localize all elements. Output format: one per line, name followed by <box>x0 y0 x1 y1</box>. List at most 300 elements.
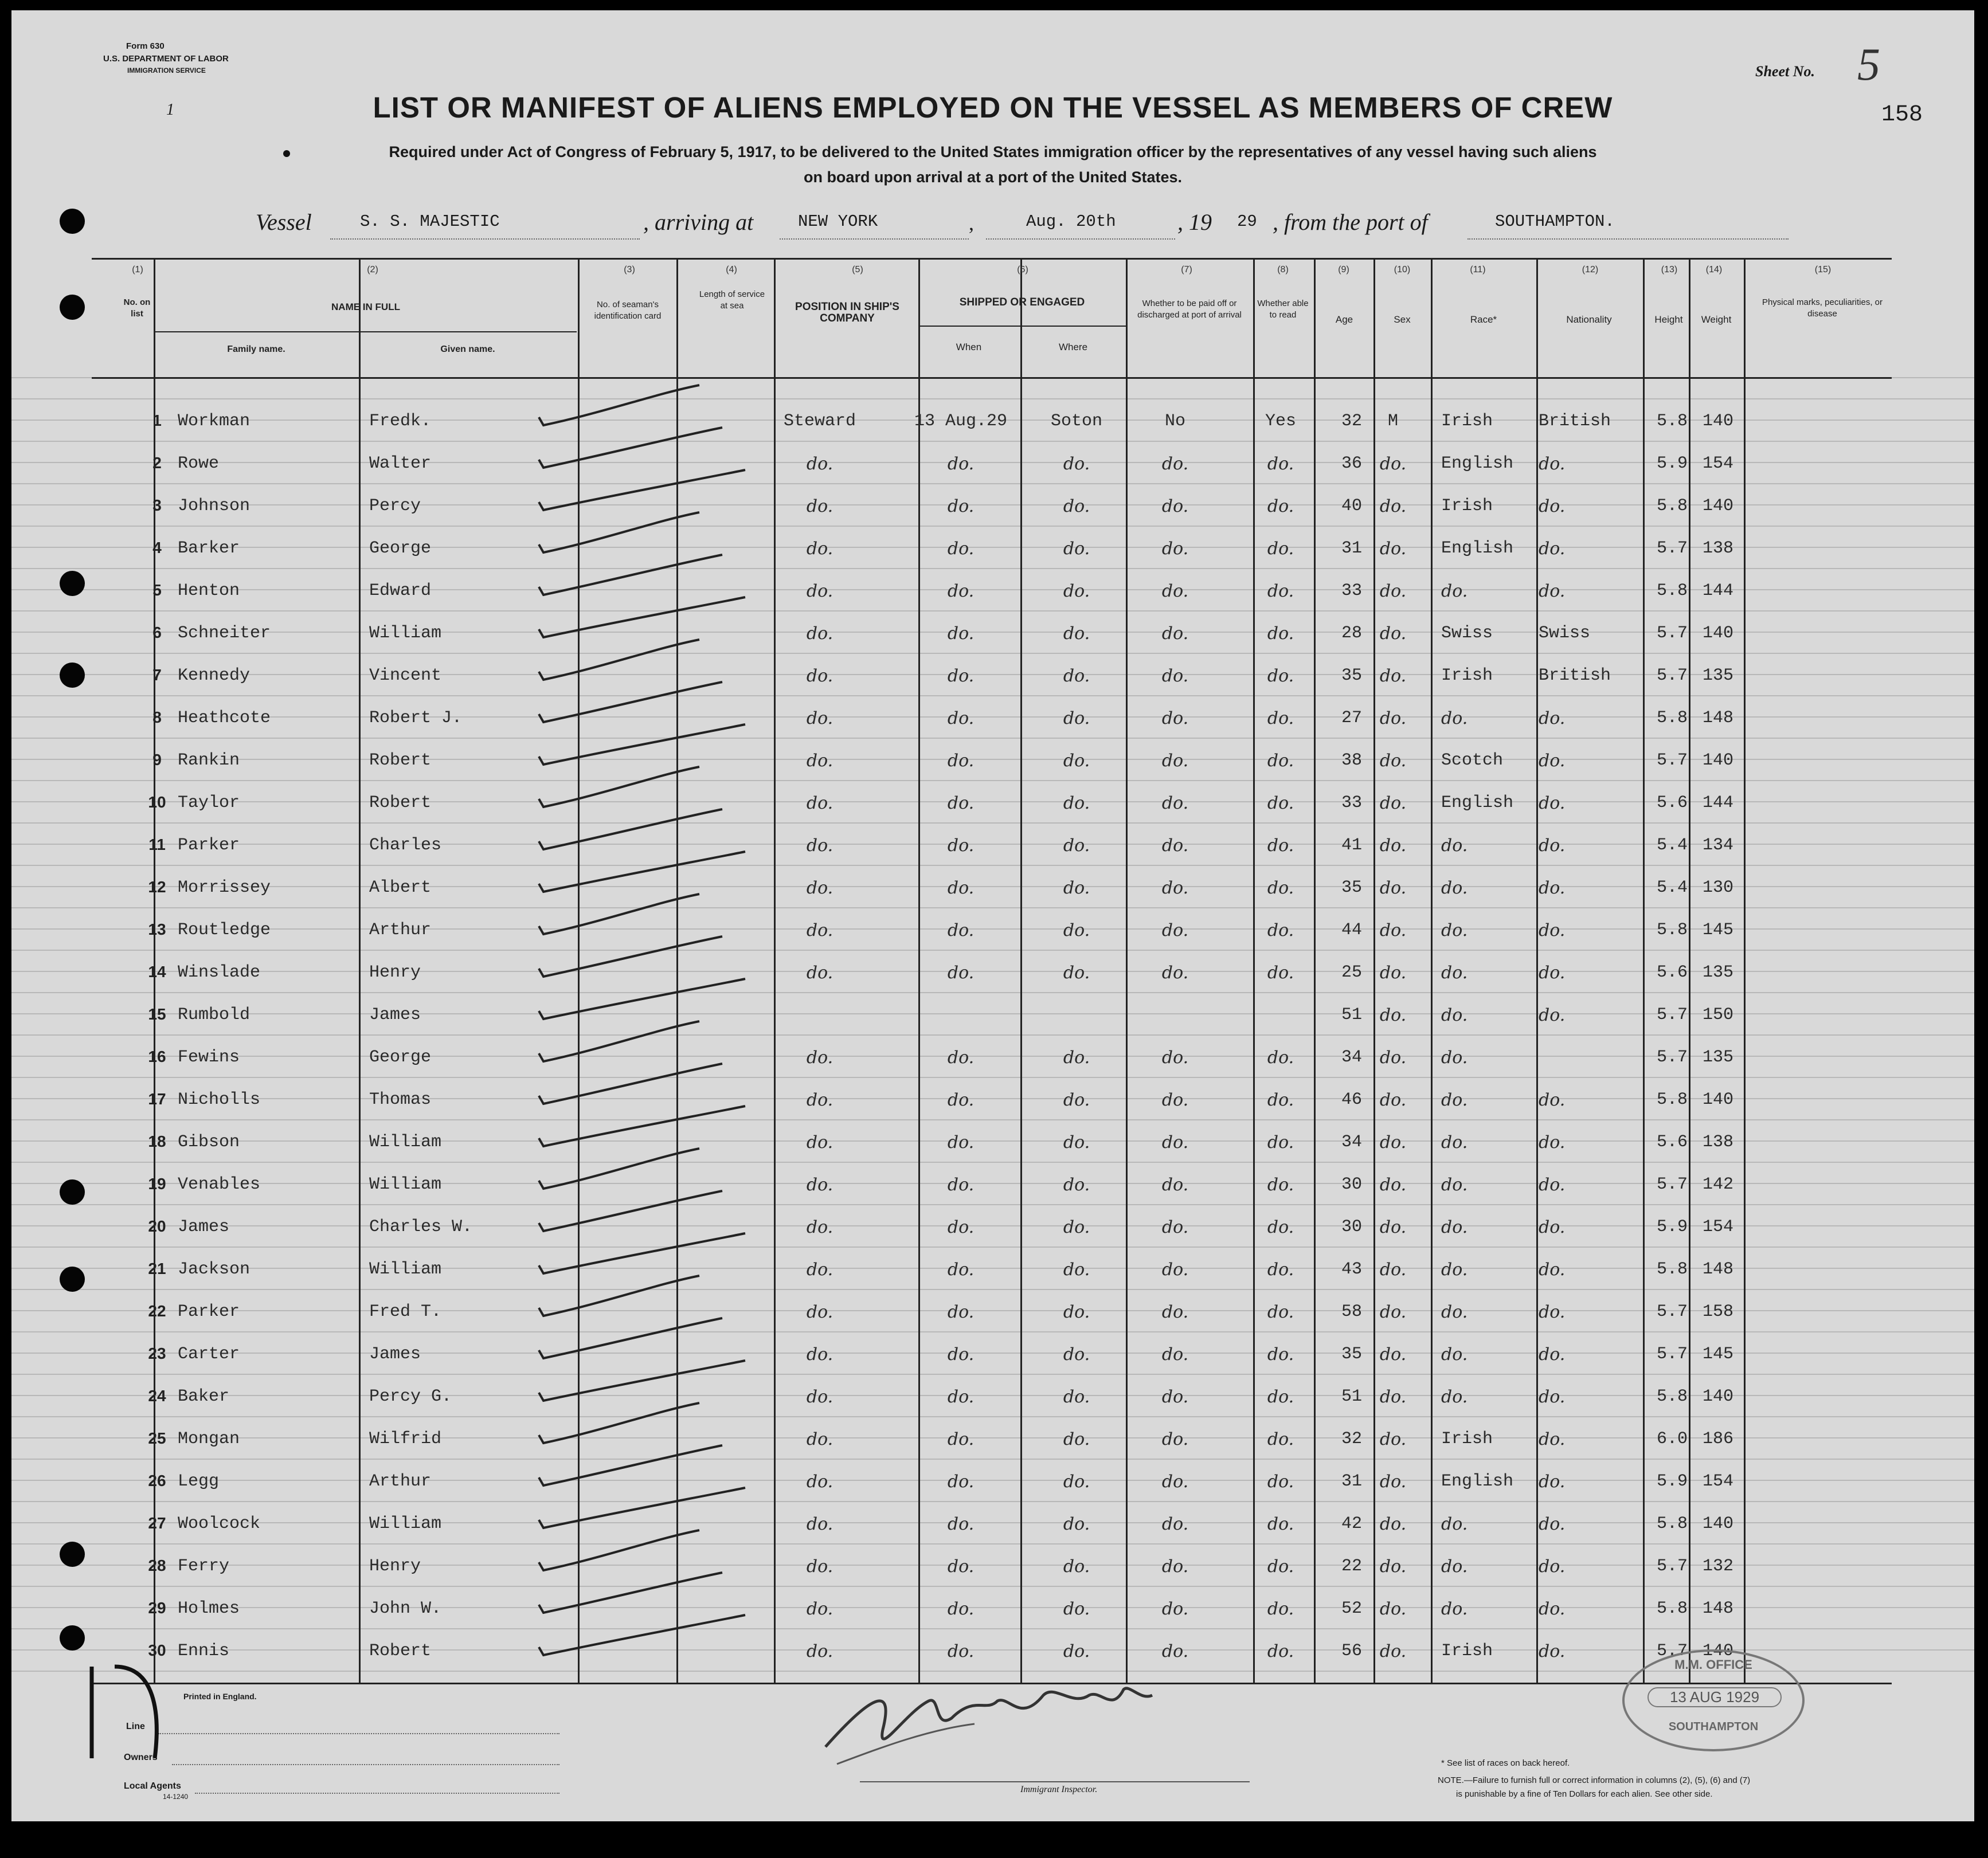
cell-nationality: do. <box>1539 1260 1566 1280</box>
cell-no: 2 <box>152 454 162 472</box>
cell-age: 27 <box>1341 708 1363 728</box>
cell-sex: do. <box>1379 1387 1407 1407</box>
underline <box>1467 238 1789 240</box>
cell-sex: do. <box>1379 1260 1407 1280</box>
cell-age: 31 <box>1341 1472 1363 1491</box>
cell-family: Venables <box>178 1175 261 1194</box>
cell-family: Workman <box>178 411 251 431</box>
cell-race: English <box>1441 454 1514 473</box>
cell-when: do. <box>947 1472 975 1492</box>
cell-race: Irish <box>1441 496 1493 516</box>
cell-no: 25 <box>148 1429 166 1447</box>
cell-read: do. <box>1267 1514 1294 1534</box>
cell-sex: do. <box>1379 1344 1407 1365</box>
cell-weight: 135 <box>1703 963 1734 982</box>
cell-given: James <box>369 1344 421 1364</box>
cell-family: Johnson <box>178 496 251 516</box>
cell-age: 35 <box>1341 1344 1363 1364</box>
cell-no: 18 <box>148 1132 166 1150</box>
cell-position: do. <box>806 878 833 898</box>
cell-when: do. <box>947 539 975 559</box>
cell-race: Swiss <box>1441 624 1493 643</box>
cell-read: do. <box>1267 1302 1294 1322</box>
cell-age: 22 <box>1341 1557 1363 1576</box>
underline <box>172 1764 559 1765</box>
cell-position: do. <box>806 666 833 686</box>
cell-read: do. <box>1267 1260 1294 1280</box>
cell-no: 12 <box>148 878 166 896</box>
cell-paid: do. <box>1161 1132 1189 1153</box>
cell-when: do. <box>947 1260 975 1280</box>
line-label: Line <box>126 1722 145 1731</box>
cell-sex: M <box>1387 411 1399 431</box>
cell-height: 5.9 <box>1657 1217 1688 1237</box>
column-rule <box>1643 258 1645 1684</box>
cell-where: do. <box>1063 1387 1090 1407</box>
cell-no: 15 <box>148 1005 166 1023</box>
cell-when: 13 Aug.29 <box>914 411 1008 431</box>
cell-age: 30 <box>1341 1175 1363 1194</box>
cell-position: do. <box>806 624 833 644</box>
col6-number: (6) <box>1017 265 1028 275</box>
cell-weight: 150 <box>1703 1005 1734 1025</box>
cell-where: do. <box>1063 1217 1090 1237</box>
cell-weight: 148 <box>1703 708 1734 728</box>
ruled-line <box>11 695 1974 696</box>
cell-when: do. <box>947 454 975 474</box>
cell-race: do. <box>1441 836 1468 856</box>
col6-header: SHIPPED OR ENGAGED <box>959 296 1085 308</box>
cell-when: do. <box>947 496 975 516</box>
cell-given: Percy <box>369 496 421 516</box>
cell-read: do. <box>1267 1132 1294 1153</box>
cell-position: Steward <box>783 411 856 431</box>
cell-nationality: do. <box>1539 454 1566 474</box>
ruled-line <box>11 1586 1974 1587</box>
cell-when: do. <box>947 624 975 644</box>
cell-sex: do. <box>1379 793 1407 813</box>
cell-no: 17 <box>148 1090 166 1108</box>
cell-paid: do. <box>1161 454 1189 474</box>
cell-nationality: British <box>1539 411 1611 431</box>
cell-read: do. <box>1267 751 1294 771</box>
column-rule <box>676 258 678 1684</box>
cell-age: 32 <box>1341 411 1363 431</box>
cell-weight: 134 <box>1703 836 1734 855</box>
cell-position: do. <box>806 708 833 728</box>
cell-read: do. <box>1267 920 1294 940</box>
cell-race: do. <box>1441 878 1468 898</box>
cell-family: Carter <box>178 1344 240 1364</box>
cell-weight: 186 <box>1703 1429 1734 1449</box>
cell-nationality: Swiss <box>1539 624 1591 643</box>
cell-read: do. <box>1267 1175 1294 1195</box>
cell-weight: 144 <box>1703 793 1734 813</box>
cell-sex: do. <box>1379 751 1407 771</box>
cell-where: do. <box>1063 1599 1090 1619</box>
cell-given: Wilfrid <box>369 1429 442 1449</box>
cell-given: Fred T. <box>369 1302 442 1322</box>
underline <box>195 1793 559 1794</box>
punch-hole <box>60 663 85 688</box>
cell-age: 46 <box>1341 1090 1363 1110</box>
cell-family: Parker <box>178 836 240 855</box>
cell-height: 5.8 <box>1657 1514 1688 1534</box>
cell-nationality: do. <box>1539 1217 1566 1237</box>
cell-nationality: do. <box>1539 496 1566 516</box>
cell-given: Vincent <box>369 666 442 685</box>
ruled-line <box>11 1077 1974 1078</box>
cell-nationality: British <box>1539 666 1611 685</box>
col13-header: Height <box>1654 314 1683 325</box>
cell-position: do. <box>806 751 833 771</box>
underline <box>780 238 969 240</box>
card-check-marks <box>11 10 1974 1821</box>
cell-weight: 140 <box>1703 624 1734 643</box>
cell-weight: 144 <box>1703 581 1734 601</box>
cell-age: 35 <box>1341 666 1363 685</box>
ruled-line <box>11 780 1974 781</box>
subtitle-line-1: Required under Act of Congress of February 5, 1917, to be delivered to the United States immigration officer by the representatives of any vessel having such aliens <box>389 143 1597 160</box>
cell-where: do. <box>1063 1260 1090 1280</box>
cell-race: do. <box>1441 1557 1468 1577</box>
cell-position: do. <box>806 920 833 940</box>
cell-paid: do. <box>1161 1472 1189 1492</box>
cell-nationality: do. <box>1539 1429 1566 1449</box>
cell-given: Robert <box>369 1641 432 1661</box>
corner-mark: 1 <box>166 101 174 119</box>
stamp-bottom: SOUTHAMPTON <box>1668 1720 1759 1733</box>
ruled-line <box>11 1162 1974 1163</box>
cell-read: do. <box>1267 454 1294 474</box>
cell-given: Henry <box>369 1557 421 1576</box>
cell-sex: do. <box>1379 1090 1407 1110</box>
cell-nationality: do. <box>1539 539 1566 559</box>
cell-height: 5.7 <box>1657 1641 1688 1661</box>
cell-no: 30 <box>148 1641 166 1659</box>
cell-nationality: do. <box>1539 751 1566 771</box>
cell-age: 28 <box>1341 624 1363 643</box>
cell-family: Ennis <box>178 1641 230 1661</box>
form-number: Form 630 <box>126 41 165 51</box>
cell-given: Arthur <box>369 1472 432 1491</box>
cell-height: 5.7 <box>1657 1557 1688 1576</box>
ruled-line <box>11 610 1974 612</box>
cell-where: do. <box>1063 539 1090 559</box>
cell-sex: do. <box>1379 539 1407 559</box>
cell-height: 5.8 <box>1657 1387 1688 1406</box>
cell-race: do. <box>1441 1344 1468 1365</box>
cell-paid: do. <box>1161 539 1189 559</box>
cell-when: do. <box>947 1175 975 1195</box>
cell-given: Robert <box>369 793 432 813</box>
cell-when: do. <box>947 836 975 856</box>
cell-age: 34 <box>1341 1132 1363 1152</box>
cell-age: 42 <box>1341 1514 1363 1534</box>
sheet-number: 5 <box>1857 40 1880 90</box>
col14-number: (14) <box>1705 265 1723 275</box>
cell-height: 5.8 <box>1657 1090 1688 1110</box>
column-rule <box>1314 258 1316 1684</box>
cell-paid: do. <box>1161 496 1189 516</box>
ruled-line <box>11 738 1974 739</box>
cell-height: 5.7 <box>1657 751 1688 770</box>
sheet-label: Sheet No. <box>1755 63 1815 80</box>
cell-read: do. <box>1267 1387 1294 1407</box>
col11-number: (11) <box>1470 265 1486 275</box>
cell-given: George <box>369 539 432 558</box>
cell-nationality: do. <box>1539 1175 1566 1195</box>
col2b-header: Given name. <box>440 344 495 354</box>
cell-given: William <box>369 1514 442 1534</box>
cell-weight: 158 <box>1703 1302 1734 1322</box>
cell-paid: do. <box>1161 836 1189 856</box>
cell-paid: do. <box>1161 708 1189 728</box>
cell-read: do. <box>1267 708 1294 728</box>
cell-nationality: do. <box>1539 878 1566 898</box>
printed-note: Printed in England. <box>183 1692 257 1701</box>
cell-given: William <box>369 1175 442 1194</box>
cell-family: Routledge <box>178 920 271 940</box>
punch-hole <box>60 571 85 596</box>
cell-where: do. <box>1063 496 1090 516</box>
cell-nationality: do. <box>1539 581 1566 601</box>
ruled-line <box>11 1034 1974 1036</box>
col5-header: POSITION IN SHIP'S COMPANY <box>795 301 899 324</box>
cell-family: Henton <box>178 581 240 601</box>
punch-hole <box>60 209 85 234</box>
cell-sex: do. <box>1379 878 1407 898</box>
cell-given: Robert <box>369 751 432 770</box>
cell-position: do. <box>806 1090 833 1110</box>
column-rule <box>1126 258 1128 1684</box>
departure-port: SOUTHAMPTON. <box>1495 212 1615 231</box>
cell-where: do. <box>1063 878 1090 898</box>
cell-sex: do. <box>1379 1557 1407 1577</box>
cell-position: do. <box>806 1429 833 1449</box>
ruled-line <box>11 398 1974 399</box>
cell-weight: 148 <box>1703 1599 1734 1618</box>
cell-read: do. <box>1267 1472 1294 1492</box>
cell-read: do. <box>1267 624 1294 644</box>
agents-label: Local Agents <box>124 1781 181 1791</box>
cell-age: 51 <box>1341 1387 1363 1406</box>
cell-when: do. <box>947 751 975 771</box>
cell-height: 5.6 <box>1657 963 1688 982</box>
ruled-line <box>11 1374 1974 1375</box>
cell-nationality: do. <box>1539 1641 1566 1661</box>
cell-where: do. <box>1063 581 1090 601</box>
manifest-sheet <box>11 10 1974 1821</box>
cell-where: do. <box>1063 920 1090 940</box>
inspector-label: Immigrant Inspector. <box>1020 1785 1098 1794</box>
cell-paid: do. <box>1161 1514 1189 1534</box>
cell-height: 5.8 <box>1657 920 1688 940</box>
cell-where: do. <box>1063 836 1090 856</box>
col4-number: (4) <box>726 265 737 275</box>
cell-no: 11 <box>148 836 166 853</box>
cell-position: do. <box>806 1387 833 1407</box>
cell-sex: do. <box>1379 1472 1407 1492</box>
cell-read: do. <box>1267 836 1294 856</box>
cell-age: 30 <box>1341 1217 1363 1237</box>
cell-sex: do. <box>1379 1175 1407 1195</box>
cell-when: do. <box>947 963 975 983</box>
cell-age: 35 <box>1341 878 1363 897</box>
cell-where: do. <box>1063 1641 1090 1661</box>
cell-paid: do. <box>1161 751 1189 771</box>
subtitle-line-2: on board upon arrival at a port of the United States. <box>803 168 1183 186</box>
cell-where: do. <box>1063 963 1090 983</box>
owners-label: Owners <box>124 1753 158 1762</box>
cell-age: 25 <box>1341 963 1363 982</box>
bullet-mark <box>283 150 290 157</box>
cell-paid: do. <box>1161 1429 1189 1449</box>
cell-where: do. <box>1063 1557 1090 1577</box>
cell-sex: do. <box>1379 496 1407 516</box>
cell-weight: 145 <box>1703 1344 1734 1364</box>
inspector-signature <box>803 1661 1204 1775</box>
cell-no: 13 <box>148 920 166 938</box>
ruled-line <box>11 1459 1974 1460</box>
cell-race: English <box>1441 793 1514 813</box>
cell-no: 19 <box>148 1175 166 1193</box>
cell-position: do. <box>806 581 833 601</box>
cell-when: do. <box>947 1641 975 1661</box>
cell-paid: do. <box>1161 1387 1189 1407</box>
cell-weight: 154 <box>1703 1217 1734 1237</box>
col8-number: (8) <box>1277 265 1289 275</box>
cell-where: do. <box>1063 751 1090 771</box>
cell-given: Walter <box>369 454 432 473</box>
cell-height: 5.7 <box>1657 1344 1688 1364</box>
cell-race: Irish <box>1441 666 1493 685</box>
ruled-line <box>11 1119 1974 1120</box>
cell-family: Morrissey <box>178 878 271 897</box>
cell-position: do. <box>806 963 833 983</box>
cell-family: Rumbold <box>178 1005 251 1025</box>
comma: , <box>969 211 974 234</box>
cell-read: do. <box>1267 581 1294 601</box>
cell-paid: do. <box>1161 878 1189 898</box>
col4-header: Length of service at sea <box>699 289 765 311</box>
cell-height: 5.7 <box>1657 1005 1688 1025</box>
cell-family: Mongan <box>178 1429 240 1449</box>
column-rule <box>1431 258 1433 1684</box>
cell-given: George <box>369 1048 432 1067</box>
col11-header: Race* <box>1470 314 1497 325</box>
cell-family: Winslade <box>178 963 261 982</box>
cell-height: 5.7 <box>1657 624 1688 643</box>
col6a-header: When <box>956 342 982 352</box>
cell-family: Kennedy <box>178 666 251 685</box>
cell-given: Charles W. <box>369 1217 473 1237</box>
cell-when: do. <box>947 1302 975 1322</box>
cell-given: Arthur <box>369 920 432 940</box>
cell-no: 10 <box>148 793 166 811</box>
cell-given: Robert J. <box>369 708 463 728</box>
cell-age: 51 <box>1341 1005 1363 1025</box>
cell-when: do. <box>947 878 975 898</box>
cell-read: do. <box>1267 1048 1294 1068</box>
cell-given: William <box>369 1260 442 1279</box>
cell-sex: do. <box>1379 624 1407 644</box>
col1-header: No. on list <box>123 297 151 319</box>
ruled-line <box>11 653 1974 654</box>
punch-hole <box>60 1267 85 1292</box>
cell-weight: 140 <box>1703 1641 1734 1661</box>
cell-no: 6 <box>152 624 162 641</box>
cell-paid: do. <box>1161 1175 1189 1195</box>
col6b-header: Where <box>1058 342 1088 352</box>
cell-read: do. <box>1267 793 1294 813</box>
cell-read: Yes <box>1265 411 1297 431</box>
ruled-line <box>11 907 1974 908</box>
cell-weight: 138 <box>1703 539 1734 558</box>
header-bottom-rule <box>92 377 1892 379</box>
arrival-year: 29 <box>1237 212 1257 231</box>
cell-weight: 140 <box>1703 1514 1734 1534</box>
department-label: U.S. DEPARTMENT OF LABOR <box>103 54 229 64</box>
cell-nationality: do. <box>1539 708 1566 728</box>
cell-age: 56 <box>1341 1641 1363 1661</box>
cell-height: 5.8 <box>1657 1260 1688 1279</box>
cell-paid: do. <box>1161 666 1189 686</box>
ruled-line <box>11 950 1974 951</box>
cell-sex: do. <box>1379 708 1407 728</box>
cell-age: 52 <box>1341 1599 1363 1618</box>
cell-nationality: do. <box>1539 1090 1566 1110</box>
cell-no: 28 <box>148 1557 166 1574</box>
cell-family: Jackson <box>178 1260 251 1279</box>
col12-header: Nationality <box>1566 314 1612 325</box>
cell-nationality: do. <box>1539 1344 1566 1365</box>
cell-nationality: do. <box>1539 920 1566 940</box>
cell-family: Legg <box>178 1472 220 1491</box>
cell-read: do. <box>1267 878 1294 898</box>
col15-header: Physical marks, peculiarities, or disease <box>1762 297 1883 319</box>
col9-header: Age <box>1335 314 1353 325</box>
arrival-date: Aug. 20th <box>1026 212 1116 231</box>
cell-sex: do. <box>1379 920 1407 940</box>
ruled-line <box>11 992 1974 993</box>
punch-hole <box>60 1179 85 1205</box>
col10-header: Sex <box>1394 314 1411 325</box>
cell-height: 5.9 <box>1657 454 1688 473</box>
cell-position: do. <box>806 1344 833 1365</box>
cell-height: 5.8 <box>1657 581 1688 601</box>
cell-position: do. <box>806 1217 833 1237</box>
cell-race: Scotch <box>1441 751 1504 770</box>
cell-paid: do. <box>1161 963 1189 983</box>
penalty-note-2: is punishable by a fine of Ten Dollars for each alien. See other side. <box>1456 1789 1713 1799</box>
cell-given: Percy G. <box>369 1387 452 1406</box>
cell-no: 24 <box>148 1387 166 1405</box>
cell-where: do. <box>1063 1302 1090 1322</box>
column-rule <box>578 258 580 1684</box>
cell-height: 5.6 <box>1657 1132 1688 1152</box>
punch-hole <box>60 1625 85 1651</box>
col2-header: NAME IN FULL <box>331 301 400 312</box>
cell-read: do. <box>1267 963 1294 983</box>
from-label: , from the port of <box>1273 209 1428 235</box>
column-rule <box>1744 258 1746 1684</box>
col3-number: (3) <box>624 265 635 275</box>
cell-family: Holmes <box>178 1599 240 1618</box>
column-rule <box>1689 258 1690 1684</box>
cell-read: do. <box>1267 1090 1294 1110</box>
cell-where: do. <box>1063 454 1090 474</box>
